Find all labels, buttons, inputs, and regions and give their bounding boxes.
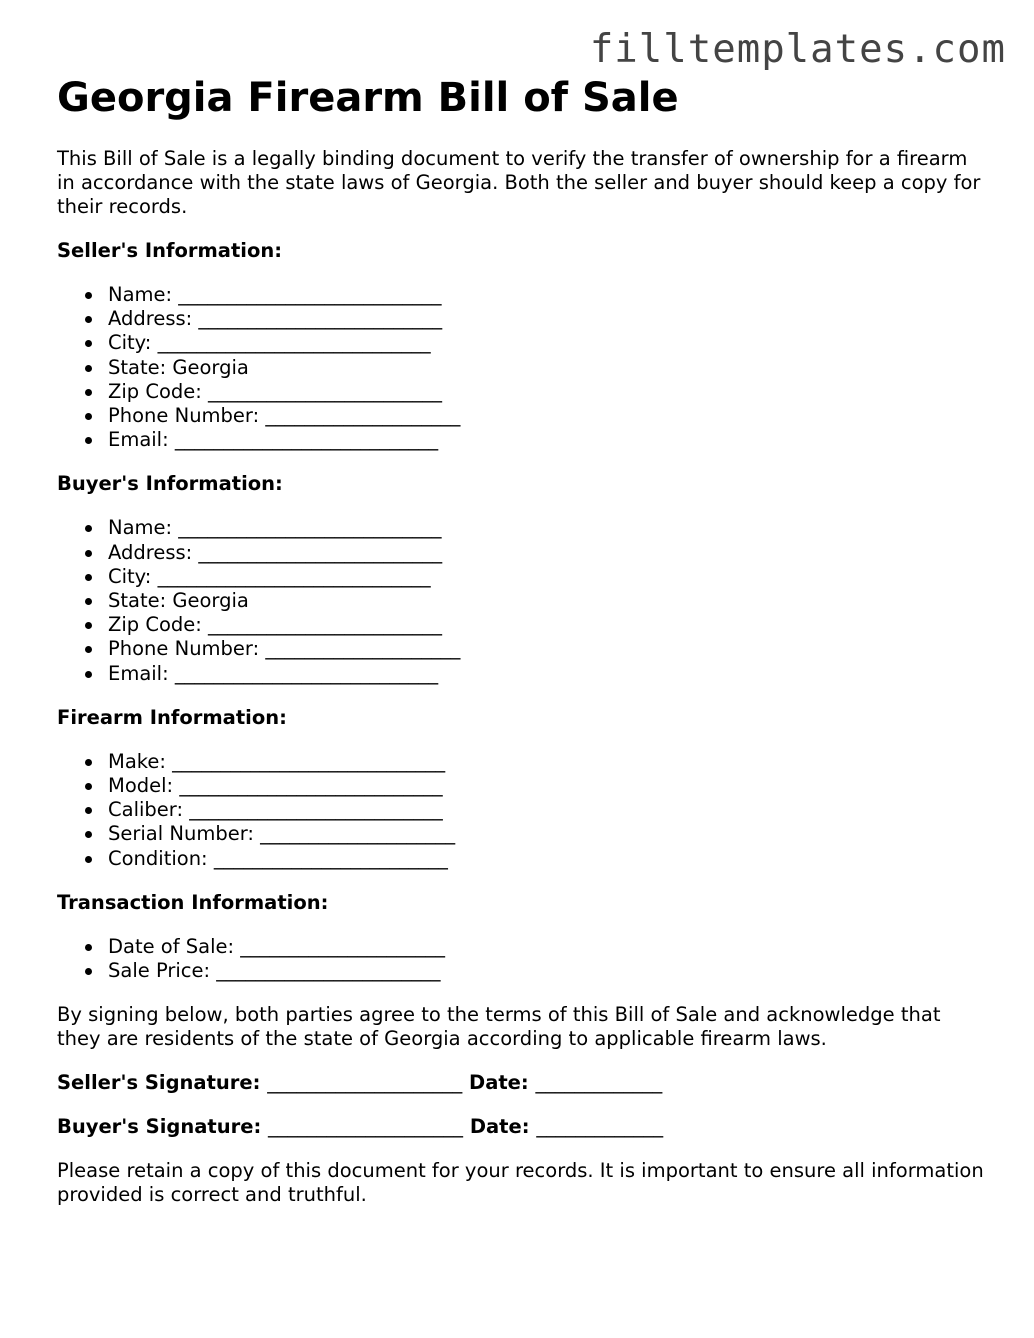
transaction-list [57, 935, 987, 983]
buyer-email-field: Email: ___________________________ [85, 662, 987, 686]
buyer-signature-line [57, 1115, 987, 1139]
firearm-serial-field: Serial Number: ____________________ [85, 822, 987, 846]
buyer-list [57, 516, 987, 685]
firearm-caliber-field: Caliber: __________________________ [85, 798, 987, 822]
buyer-signature-label: Buyer's Signature: [57, 1115, 269, 1139]
firearm-list [57, 750, 987, 871]
document [57, 76, 987, 1227]
seller-name-field: Name: ___________________________ [85, 283, 987, 307]
sale-date-field: Date of Sale: _____________________ [85, 935, 987, 959]
seller-date-blank: _____________ [535, 1071, 663, 1095]
watermark: filltemplates.com [589, 27, 1006, 72]
seller-state-field: State: Georgia [85, 356, 987, 380]
seller-signature-line [57, 1071, 987, 1095]
buyer-address-field: Address: _________________________ [85, 541, 987, 565]
firearm-condition-field: Condition: ________________________ [85, 847, 987, 871]
buyer-date-blank: _____________ [536, 1115, 664, 1139]
seller-signature-label: Seller's Signature: [57, 1071, 268, 1095]
seller-list [57, 283, 987, 452]
buyer-name-field: Name: ___________________________ [85, 516, 987, 540]
intro-paragraph: This Bill of Sale is a legally binding document to verify the transfer of ownership for a firearm in accordance with the state laws of Georgia. Both the seller and buyer should keep a copy for their records. [57, 147, 981, 218]
buyer-zip-field: Zip Code: ________________________ [85, 613, 987, 637]
buyer-state-field: State: Georgia [85, 589, 987, 613]
seller-date-label: Date: [462, 1071, 536, 1095]
seller-heading: Seller's Information: [57, 239, 283, 262]
transaction-heading: Transaction Information: [57, 890, 329, 914]
seller-phone-field: Phone Number: ____________________ [85, 404, 987, 428]
firearm-model-field: Model: ___________________________ [85, 774, 987, 798]
buyer-city-field: City: ____________________________ [85, 565, 987, 589]
buyer-phone-field: Phone Number: ____________________ [85, 637, 987, 661]
seller-city-field: City: ____________________________ [85, 331, 987, 355]
seller-signature-blank: ____________________ [267, 1071, 463, 1095]
closing-paragraph: Please retain a copy of this document for your records. It is important to ensure all information provided is correct and truthful. [57, 1159, 984, 1207]
seller-email-field: Email: ___________________________ [85, 428, 987, 452]
agreement-paragraph: By signing below, both parties agree to the terms of this Bill of Sale and acknowledge that they are residents of the state of Georgia according to applicable firearm laws. [57, 1003, 941, 1051]
firearm-heading: Firearm Information: [57, 705, 287, 729]
sale-price-field: Sale Price: _______________________ [85, 959, 987, 983]
firearm-make-field: Make: ____________________________ [85, 750, 987, 774]
seller-zip-field: Zip Code: ________________________ [85, 380, 987, 404]
buyer-signature-blank: ____________________ [268, 1115, 464, 1139]
page-title: Georgia Firearm Bill of Sale [57, 75, 679, 121]
buyer-date-label: Date: [463, 1115, 537, 1139]
seller-address-field: Address: _________________________ [85, 307, 987, 331]
buyer-heading: Buyer's Information: [57, 472, 283, 496]
